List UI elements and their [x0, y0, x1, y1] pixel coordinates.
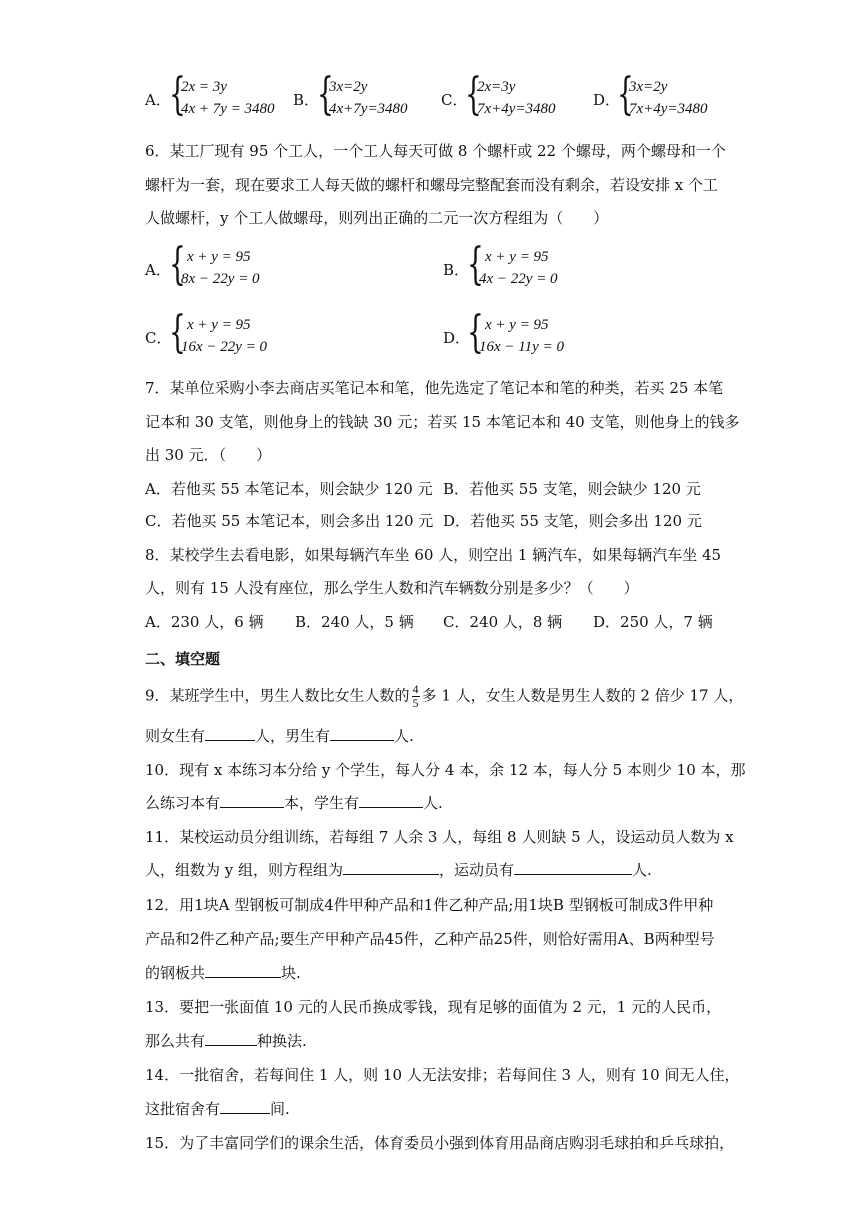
q13-text-b: 种换法. — [257, 1032, 307, 1050]
q7-option-c[interactable]: C．若他买 55 本笔记本，则会多出 120 元 — [145, 512, 434, 530]
brace: { — [617, 69, 634, 120]
brace: { — [467, 239, 484, 290]
brace: { — [169, 239, 186, 290]
equation-2: 7x+4y=3480 — [477, 101, 556, 117]
q13-stem-line-2 — [145, 1031, 307, 1051]
q8-stem-line-2: 人，则有 15 人没有座位，那么学生人数和汽车辆数分别是多少？（ ） — [145, 579, 639, 597]
q6-stem-line-3: 人做螺杆，y 个工人做螺母，则列出正确的二元一次方程组为（ ） — [145, 209, 609, 227]
q15-stem-line-1: 15．为了丰富同学们的课余生活，体育委员小强到体育用品商店购羽毛球拍和乒乓球拍， — [145, 1134, 735, 1152]
q9-stem-line-2 — [145, 726, 414, 746]
equation-2: 16x − 22y = 0 — [181, 339, 268, 355]
q14-stem-line-2 — [145, 1099, 290, 1119]
q9-text-d: 人，男生有 — [255, 727, 331, 745]
q8-stem-line-1: 8．某校学生去看电影，如果每辆汽车坐 60 人，则空出 1 辆汽车，如果每辆汽车坐 45 — [145, 546, 722, 564]
q13-text-a: 那么共有 — [145, 1032, 206, 1050]
equation-2: 4x+7y=3480 — [329, 101, 408, 117]
fraction-denominator: 5 — [412, 696, 419, 710]
q14-text-a: 这批宿舍有 — [145, 1100, 221, 1118]
q7-stem-line-2: 记本和 30 支笔，则他身上的钱缺 30 元；若买 15 本笔记本和 40 支笔，则他身上的钱多 — [145, 413, 740, 431]
q10-text-b: 本，学生有 — [284, 794, 360, 812]
q11-stem-line-1: 11．某校运动员分组训练，若每组 7 人余 3 人，每组 8 人则缺 5 人，设运动员人数为 x — [145, 828, 734, 846]
q12-stem-line-2: 产品和2件乙种产品;要生产甲种产品45件，乙种产品25件，则恰好需用A、B两种型号 — [145, 930, 715, 948]
answer-blank[interactable] — [205, 726, 255, 741]
q9-text-b: 多 1 人，女生人数是男生人数的 2 倍少 17 人， — [421, 686, 744, 705]
answer-blank[interactable] — [343, 860, 439, 875]
equation-2: 16x − 11y = 0 — [479, 339, 564, 355]
q12-text-b: 块. — [281, 964, 301, 982]
q6-options-row-2 — [145, 307, 725, 360]
answer-blank[interactable] — [205, 1031, 257, 1046]
q10-text-c: 人. — [423, 794, 443, 812]
answer-blank[interactable] — [514, 860, 632, 875]
equation-1: x + y = 95 — [187, 317, 251, 333]
option-label: B． — [293, 91, 320, 109]
q9-text-e: 人. — [394, 727, 414, 745]
equation-2: 4x − 22y = 0 — [479, 271, 558, 287]
q8-option-a[interactable]: A．230 人，6 辆 — [145, 613, 264, 631]
q7-stem-line-1: 7．某单位采购小李去商店买笔记本和笔，他先选定了笔记本和笔的种类，若买 25 本笔 — [145, 379, 724, 397]
equation-1: 2x = 3y — [181, 79, 227, 95]
equation-1: 2x=3y — [477, 79, 516, 95]
q5-options — [145, 69, 725, 122]
equation-1: 3x=2y — [629, 79, 668, 95]
answer-blank[interactable] — [330, 726, 394, 741]
option-label: A． — [145, 91, 171, 109]
q13-stem-line-1: 13．要把一张面值 10 元的人民币换成零钱，现有足够的面值为 2 元，1 元的人民币， — [145, 998, 722, 1016]
q7-option-a[interactable]: A．若他买 55 本笔记本，则会缺少 120 元 — [145, 480, 433, 498]
q11-text-a: 人，组数为 y 组，则方程组为 — [145, 861, 344, 879]
fraction-numerator: 4 — [412, 682, 419, 696]
equation-2: 4x + 7y = 3480 — [181, 101, 275, 117]
q8-option-c[interactable]: C．240 人，8 辆 — [443, 613, 563, 631]
q12-stem-line-1: 12．用1块A 型钢板可制成4件甲种产品和1件乙种产品;用1块B 型钢板可制成3件甲种 — [145, 896, 714, 914]
q6-options-row-1 — [145, 239, 725, 292]
q9-stem-line-1 — [145, 683, 743, 710]
equation-1: 3x=2y — [329, 79, 368, 95]
q11-text-b: ，运动员有 — [439, 861, 515, 879]
option-label: C． — [145, 329, 172, 347]
option-label: A． — [145, 261, 171, 279]
section-heading: 二、填空题 — [145, 650, 221, 668]
equation-1: x + y = 95 — [485, 249, 549, 265]
equation-2: 7x+4y=3480 — [629, 101, 708, 117]
option-label: B． — [443, 261, 470, 279]
equation-1: x + y = 95 — [485, 317, 549, 333]
q7-option-b[interactable]: B．若他买 55 支笔，则会缺少 120 元 — [443, 480, 701, 498]
q6-stem-line-2: 螺杆为一套，现在要求工人每天做的螺杆和螺母完整配套而没有剩余，若设安排 x 个工 — [145, 176, 718, 194]
q10-stem-line-1: 10．现有 x 本练习本分给 y 个学生，每人分 4 本，余 12 本，每人分 5 本则少 10 本，那 — [145, 761, 746, 779]
q10-stem-line-2 — [145, 793, 443, 813]
answer-blank[interactable] — [359, 793, 423, 808]
answer-blank[interactable] — [205, 963, 281, 978]
brace: { — [317, 69, 334, 120]
q7-stem-line-3: 出 30 元．（ ） — [145, 446, 272, 464]
equation-1: x + y = 95 — [187, 249, 251, 265]
q14-text-b: 间. — [270, 1100, 290, 1118]
brace: { — [169, 307, 186, 358]
q7-option-d[interactable]: D．若他买 55 支笔，则会多出 120 元 — [443, 512, 702, 530]
q11-text-c: 人. — [632, 861, 652, 879]
brace: { — [465, 69, 482, 120]
answer-blank[interactable] — [220, 1099, 270, 1114]
q11-stem-line-2 — [145, 860, 652, 880]
q12-text-a: 的钢板共 — [145, 964, 206, 982]
equation-2: 8x − 22y = 0 — [181, 271, 260, 287]
option-label: D． — [443, 329, 471, 347]
q8-option-d[interactable]: D．250 人，7 辆 — [593, 613, 713, 631]
brace: { — [467, 307, 484, 358]
answer-blank[interactable] — [220, 793, 284, 808]
option-label: D． — [593, 91, 621, 109]
q6-stem-line-1: 6．某工厂现有 95 个工人，一个工人每天可做 8 个螺杆或 22 个螺母，两个螺母和一个 — [145, 142, 726, 160]
q10-text-a: 么练习本有 — [145, 794, 221, 812]
q9-text-a: 9．某班学生中，男生人数比女生人数的 — [145, 686, 410, 705]
brace: { — [169, 69, 186, 120]
q8-option-b[interactable]: B．240 人，5 辆 — [295, 613, 414, 631]
q9-text-c: 则女生有 — [145, 727, 206, 745]
q14-stem-line-1: 14．一批宿舍，若每间住 1 人，则 10 人无法安排；若每间住 3 人，则有 10 间无人住， — [145, 1066, 740, 1084]
fraction — [412, 683, 420, 710]
q12-stem-line-3 — [145, 963, 301, 983]
option-label: C． — [441, 91, 468, 109]
